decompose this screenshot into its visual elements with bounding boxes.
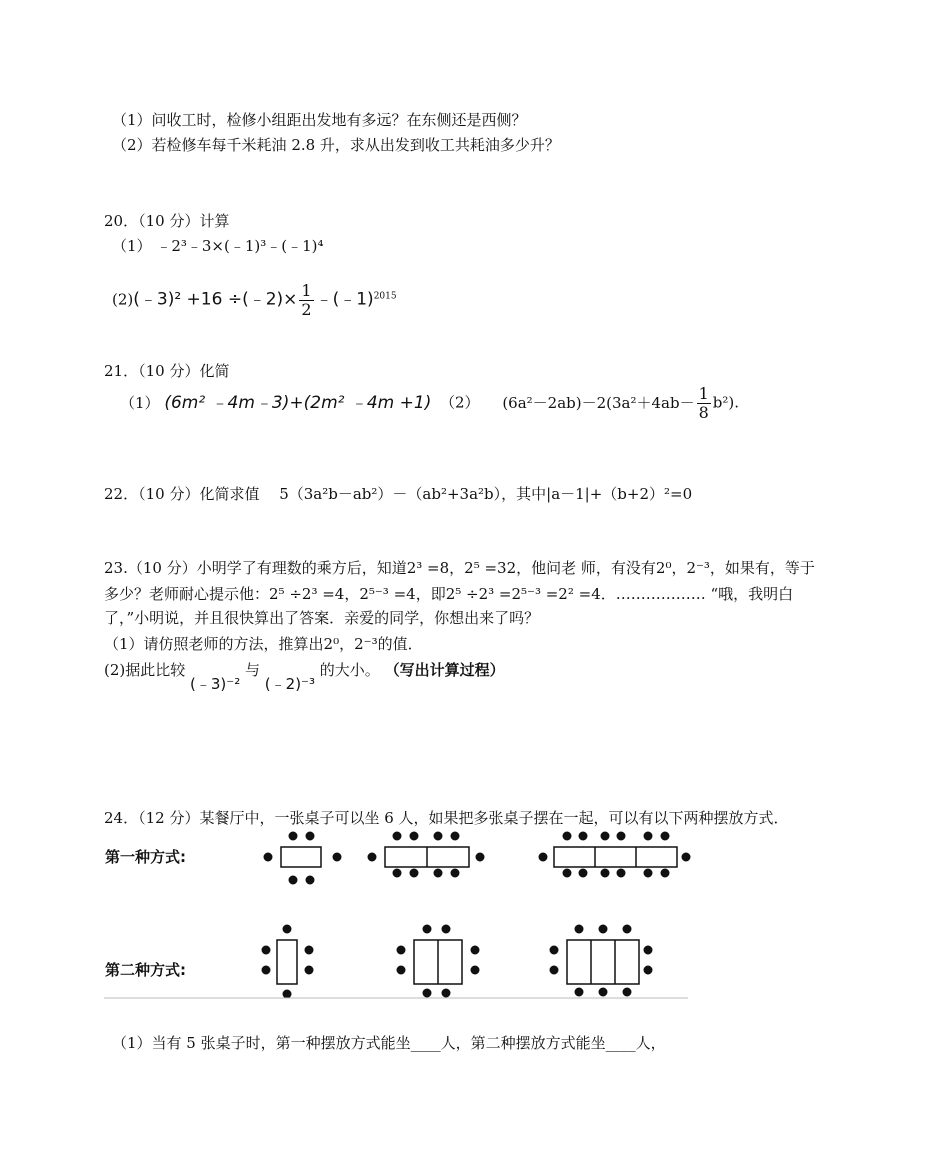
q20-part2-label: (2) [112,290,134,309]
q24-part1: （1）当有 5 张桌子时，第一种摆放方式能坐____人，第二种摆放方式能坐____人， [112,1034,666,1052]
q23-part2-a: (﹣3)⁻² [190,675,241,693]
q20-part1-label: （1） [112,237,152,255]
q24-text: 24．（12 分）某餐厅中，一张桌子可以坐 6 人，如果把多张桌子摆在一起，可以有以下两种摆放方式． [104,809,789,827]
q19-part1: （1）问收工时，检修小组距出发地有多远？在东侧还是西侧？ [112,111,527,129]
q20-fraction-denominator: 2 [301,300,312,319]
q20-fraction-numerator: 1 [301,281,312,300]
way1-one-table [264,832,341,884]
way1-label: 第一种方式: [105,848,186,866]
q20-part2-pre: (﹣3)² +16 ÷(﹣2)× [133,289,298,310]
q21-fraction-denominator: 8 [698,403,709,422]
q20-part1-expr: ﹣2³﹣3×(﹣1)³﹣(﹣1)⁴ [156,237,324,255]
q23-part2-pre: (2)据此比较 [104,661,186,679]
q20-part1 [112,236,324,256]
q23-part2-mid: 与 [245,661,261,679]
q23-part2-emphasis: （写出计算过程） [384,661,505,679]
q20-heading: 20．（10 分）计算 [104,212,230,230]
q23-part2-post: 的大小。 [319,661,380,679]
q20-part2-fraction [299,282,313,319]
q21-heading: 21．（10 分）化简 [104,362,230,380]
q20-part2-post: ﹣(﹣1) [315,289,374,310]
q21-fraction-numerator: 1 [698,384,709,403]
q21-part2-post: b²). [712,393,740,412]
q23-part2 [104,660,505,693]
q21-part2 [440,385,739,422]
way2-three-tables [550,925,652,996]
way2-label: 第二种方式: [105,961,186,979]
way2-one-table [262,925,313,998]
way2-two-tables [397,925,479,997]
q22-text: 22．（10 分）化简求值 5（3a²b－ab²）－（ab²+3a²b），其中|a－1|+（b+2）²=0 [104,485,693,503]
q21-part2-pre: (6a²－2ab)－2(3a²＋4ab－ [502,393,695,412]
way1-two-tables [368,832,484,877]
q20-part2-exponent: 2015 [373,291,397,302]
table-arrangement-figure [100,830,700,1000]
q19-part2: （2）若检修车每千米耗油 2.8 升，求从出发到收工共耗油多少升？ [112,136,560,154]
q23-part2-b: (﹣2)⁻³ [264,675,315,693]
q23-line2: 多少？老师耐心提示他：2⁵ ÷2³ =4，2⁵⁻³ =4，即2⁵ ÷2³ =2⁵⁻³ =2² =4．……………… “哦，我明白 [104,585,794,603]
way1-three-tables [539,832,690,877]
q23-part1: （1）请仿照老师的方法，推算出2⁰，2⁻³的值． [104,635,423,653]
q21-part1-expr: (6m² ﹣4m﹣3)+(2m² ﹣4m +1) [164,393,432,413]
q23-line1: 23.（10 分）小明学了有理数的乘方后，知道2³ =8，2⁵ =32，他问老 师，有没有2⁰，2⁻³，如果有，等于 [104,559,815,577]
q21-part2-label: （2） [440,393,480,412]
q21-part1 [120,393,431,413]
q21-part2-fraction [697,385,711,422]
q21-part1-label: （1） [120,394,160,412]
q20-part2 [112,282,397,319]
q23-line3: 了，”小明说，并且很快算出了答案．亲爱的同学，你想出来了吗？ [104,609,540,627]
